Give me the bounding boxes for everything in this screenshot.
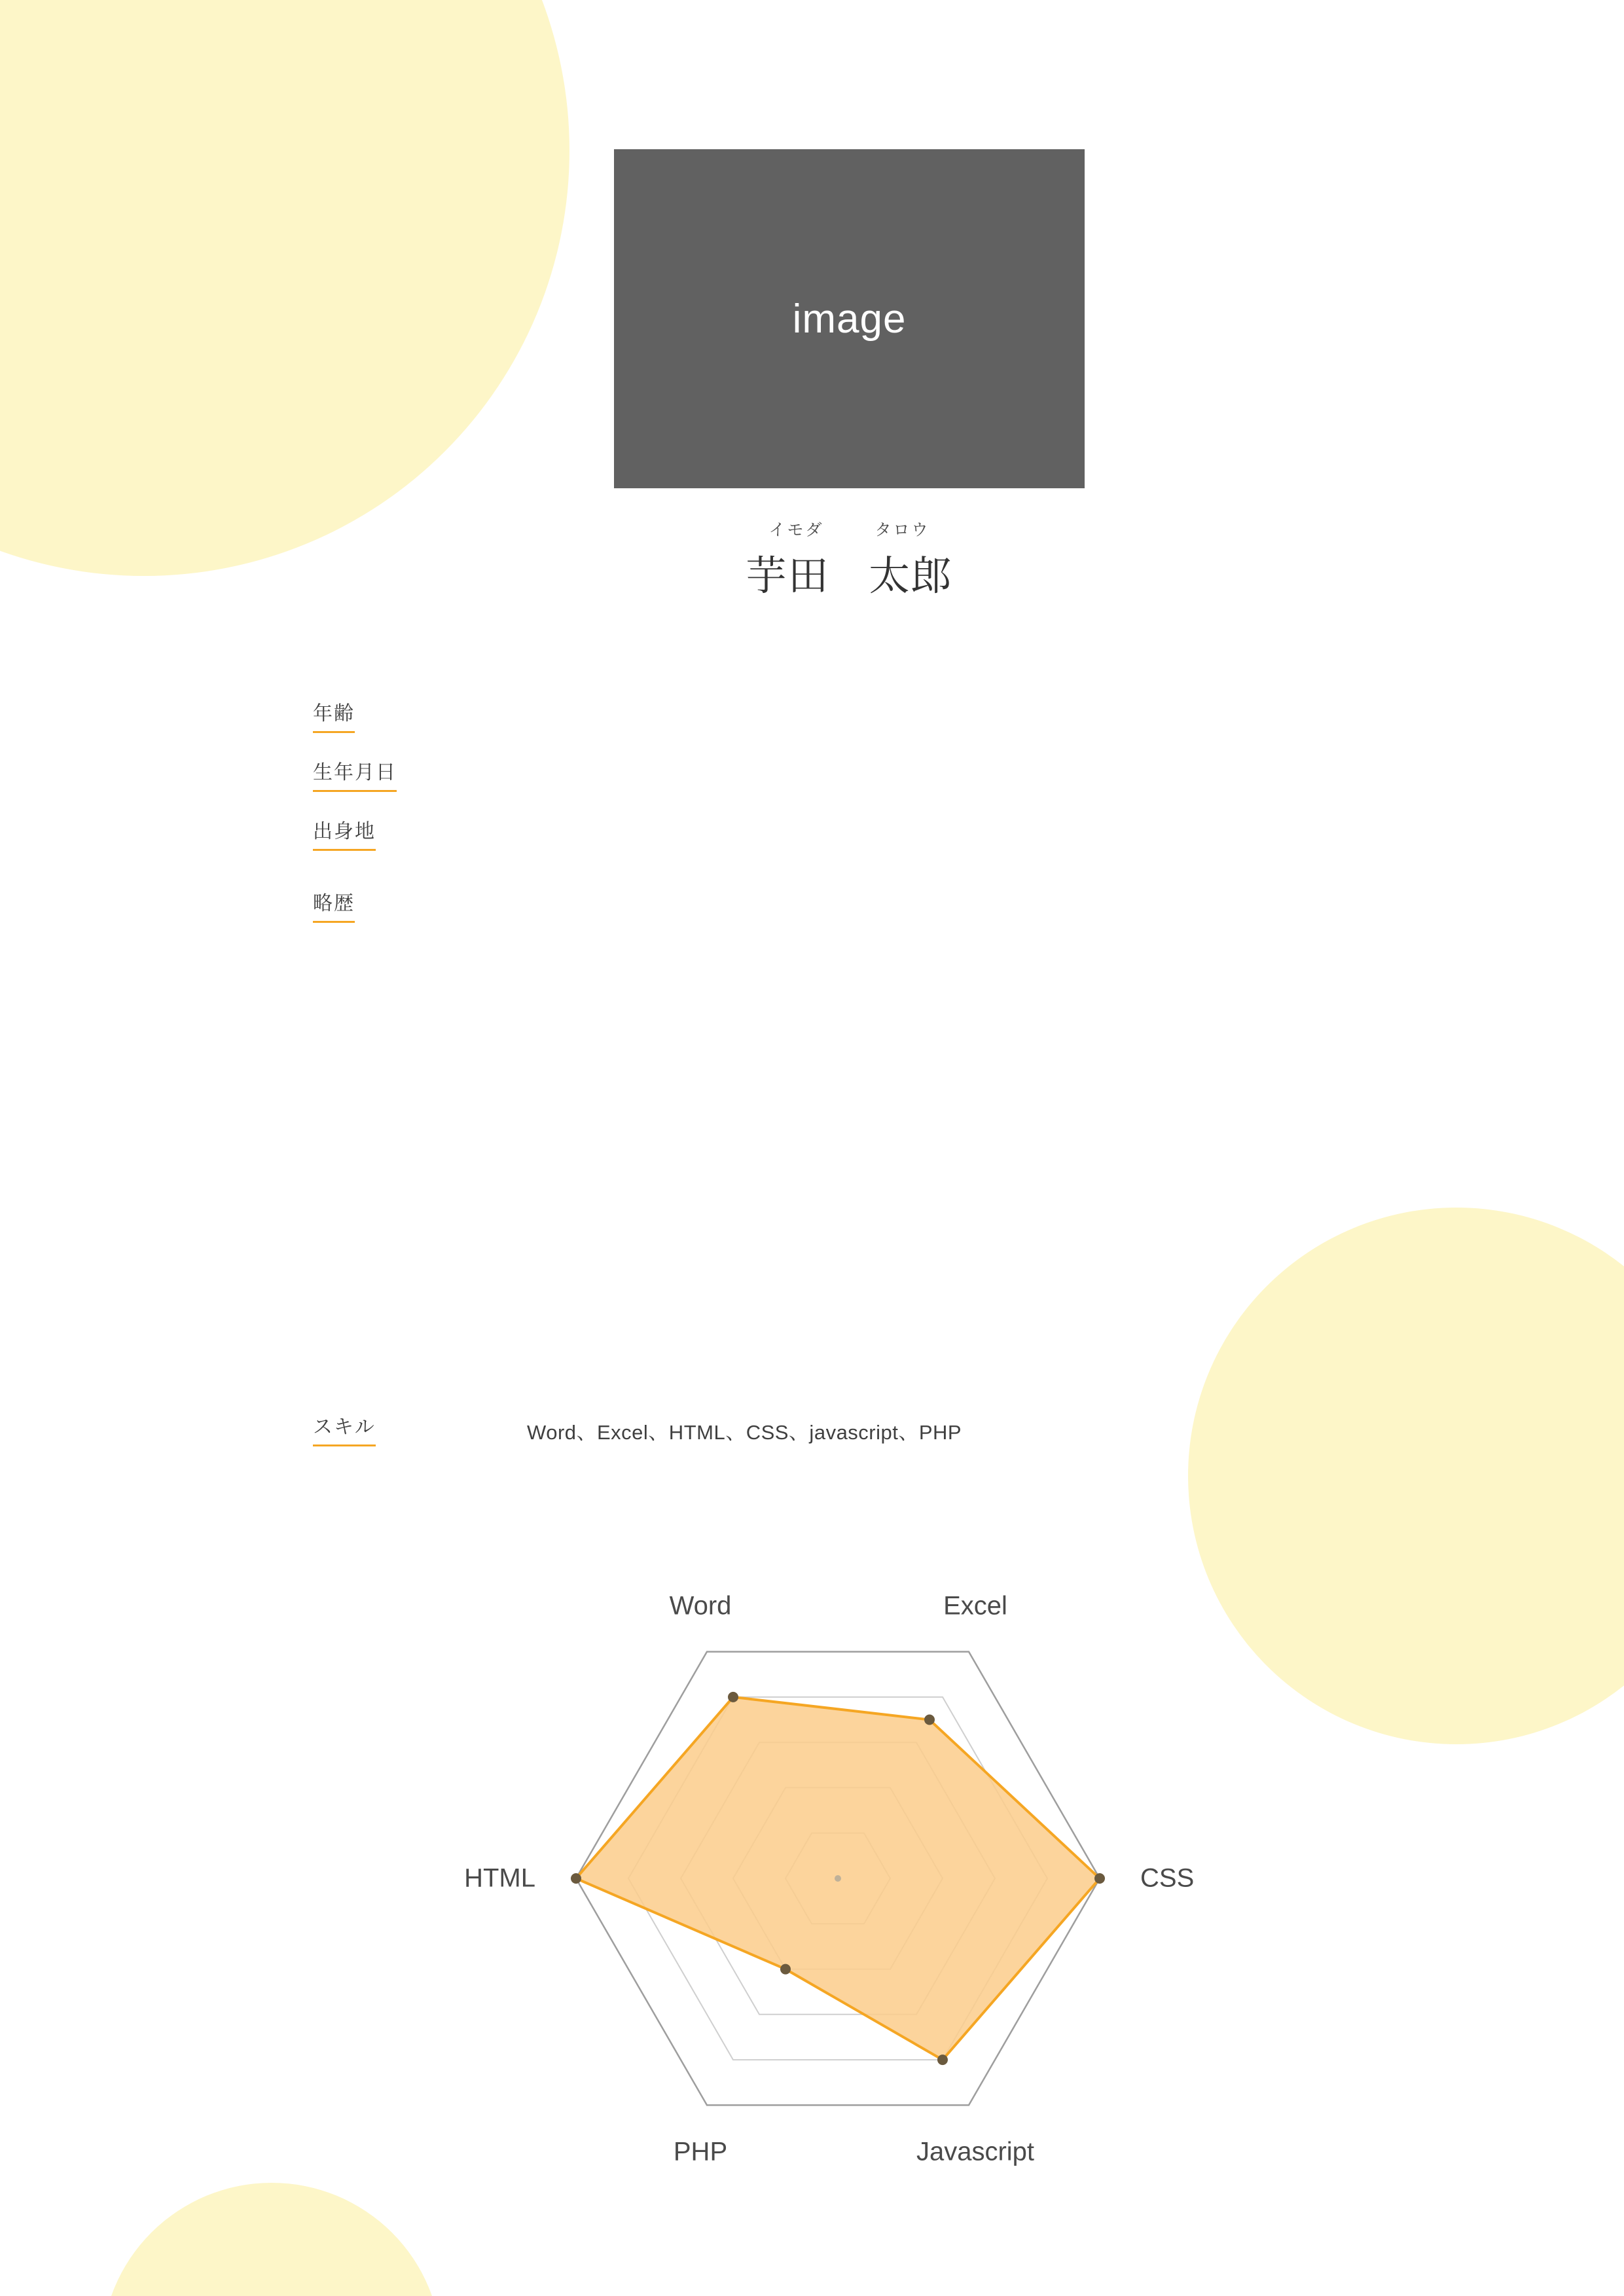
field-label-history: 略歴 bbox=[313, 887, 355, 923]
field-label-age: 年齢 bbox=[313, 697, 355, 733]
radar-label-javascript: Javascript bbox=[916, 2137, 1035, 2166]
field-label-birthplace: 出身地 bbox=[313, 815, 376, 851]
field-history bbox=[313, 887, 355, 923]
decorative-blob-top-left bbox=[0, 0, 569, 576]
given-name: 太郎 bbox=[869, 554, 953, 599]
skill-radar-chart bbox=[419, 1505, 1257, 2238]
field-birthplace bbox=[313, 815, 376, 851]
decorative-blob-bottom-left bbox=[101, 2183, 442, 2296]
field-skill bbox=[313, 1410, 376, 1446]
radar-label-php: PHP bbox=[673, 2137, 728, 2166]
field-age bbox=[313, 697, 355, 733]
furigana-given: タロウ bbox=[875, 521, 930, 539]
profile-photo-placeholder bbox=[614, 149, 1085, 488]
radar-label-word: Word bbox=[669, 1591, 732, 1621]
name-block bbox=[614, 517, 1085, 601]
furigana-row bbox=[614, 517, 1085, 541]
field-label-skill: スキル bbox=[313, 1410, 376, 1446]
radar-label-css: CSS bbox=[1140, 1863, 1195, 1893]
radar-svg bbox=[419, 1505, 1257, 2238]
furigana-family: イモダ bbox=[768, 521, 824, 539]
name-row bbox=[614, 543, 1085, 601]
radar-label-excel: Excel bbox=[943, 1591, 1007, 1621]
skill-values: Word、Excel、HTML、CSS、javascript、PHP bbox=[527, 1421, 962, 1444]
field-birthdate bbox=[313, 756, 397, 792]
family-name: 芋田 bbox=[746, 554, 830, 599]
field-label-birthdate: 生年月日 bbox=[313, 756, 397, 792]
radar-center-dot bbox=[835, 1875, 841, 1882]
profile-photo-label: image bbox=[792, 296, 907, 342]
radar-label-html: HTML bbox=[464, 1863, 535, 1893]
